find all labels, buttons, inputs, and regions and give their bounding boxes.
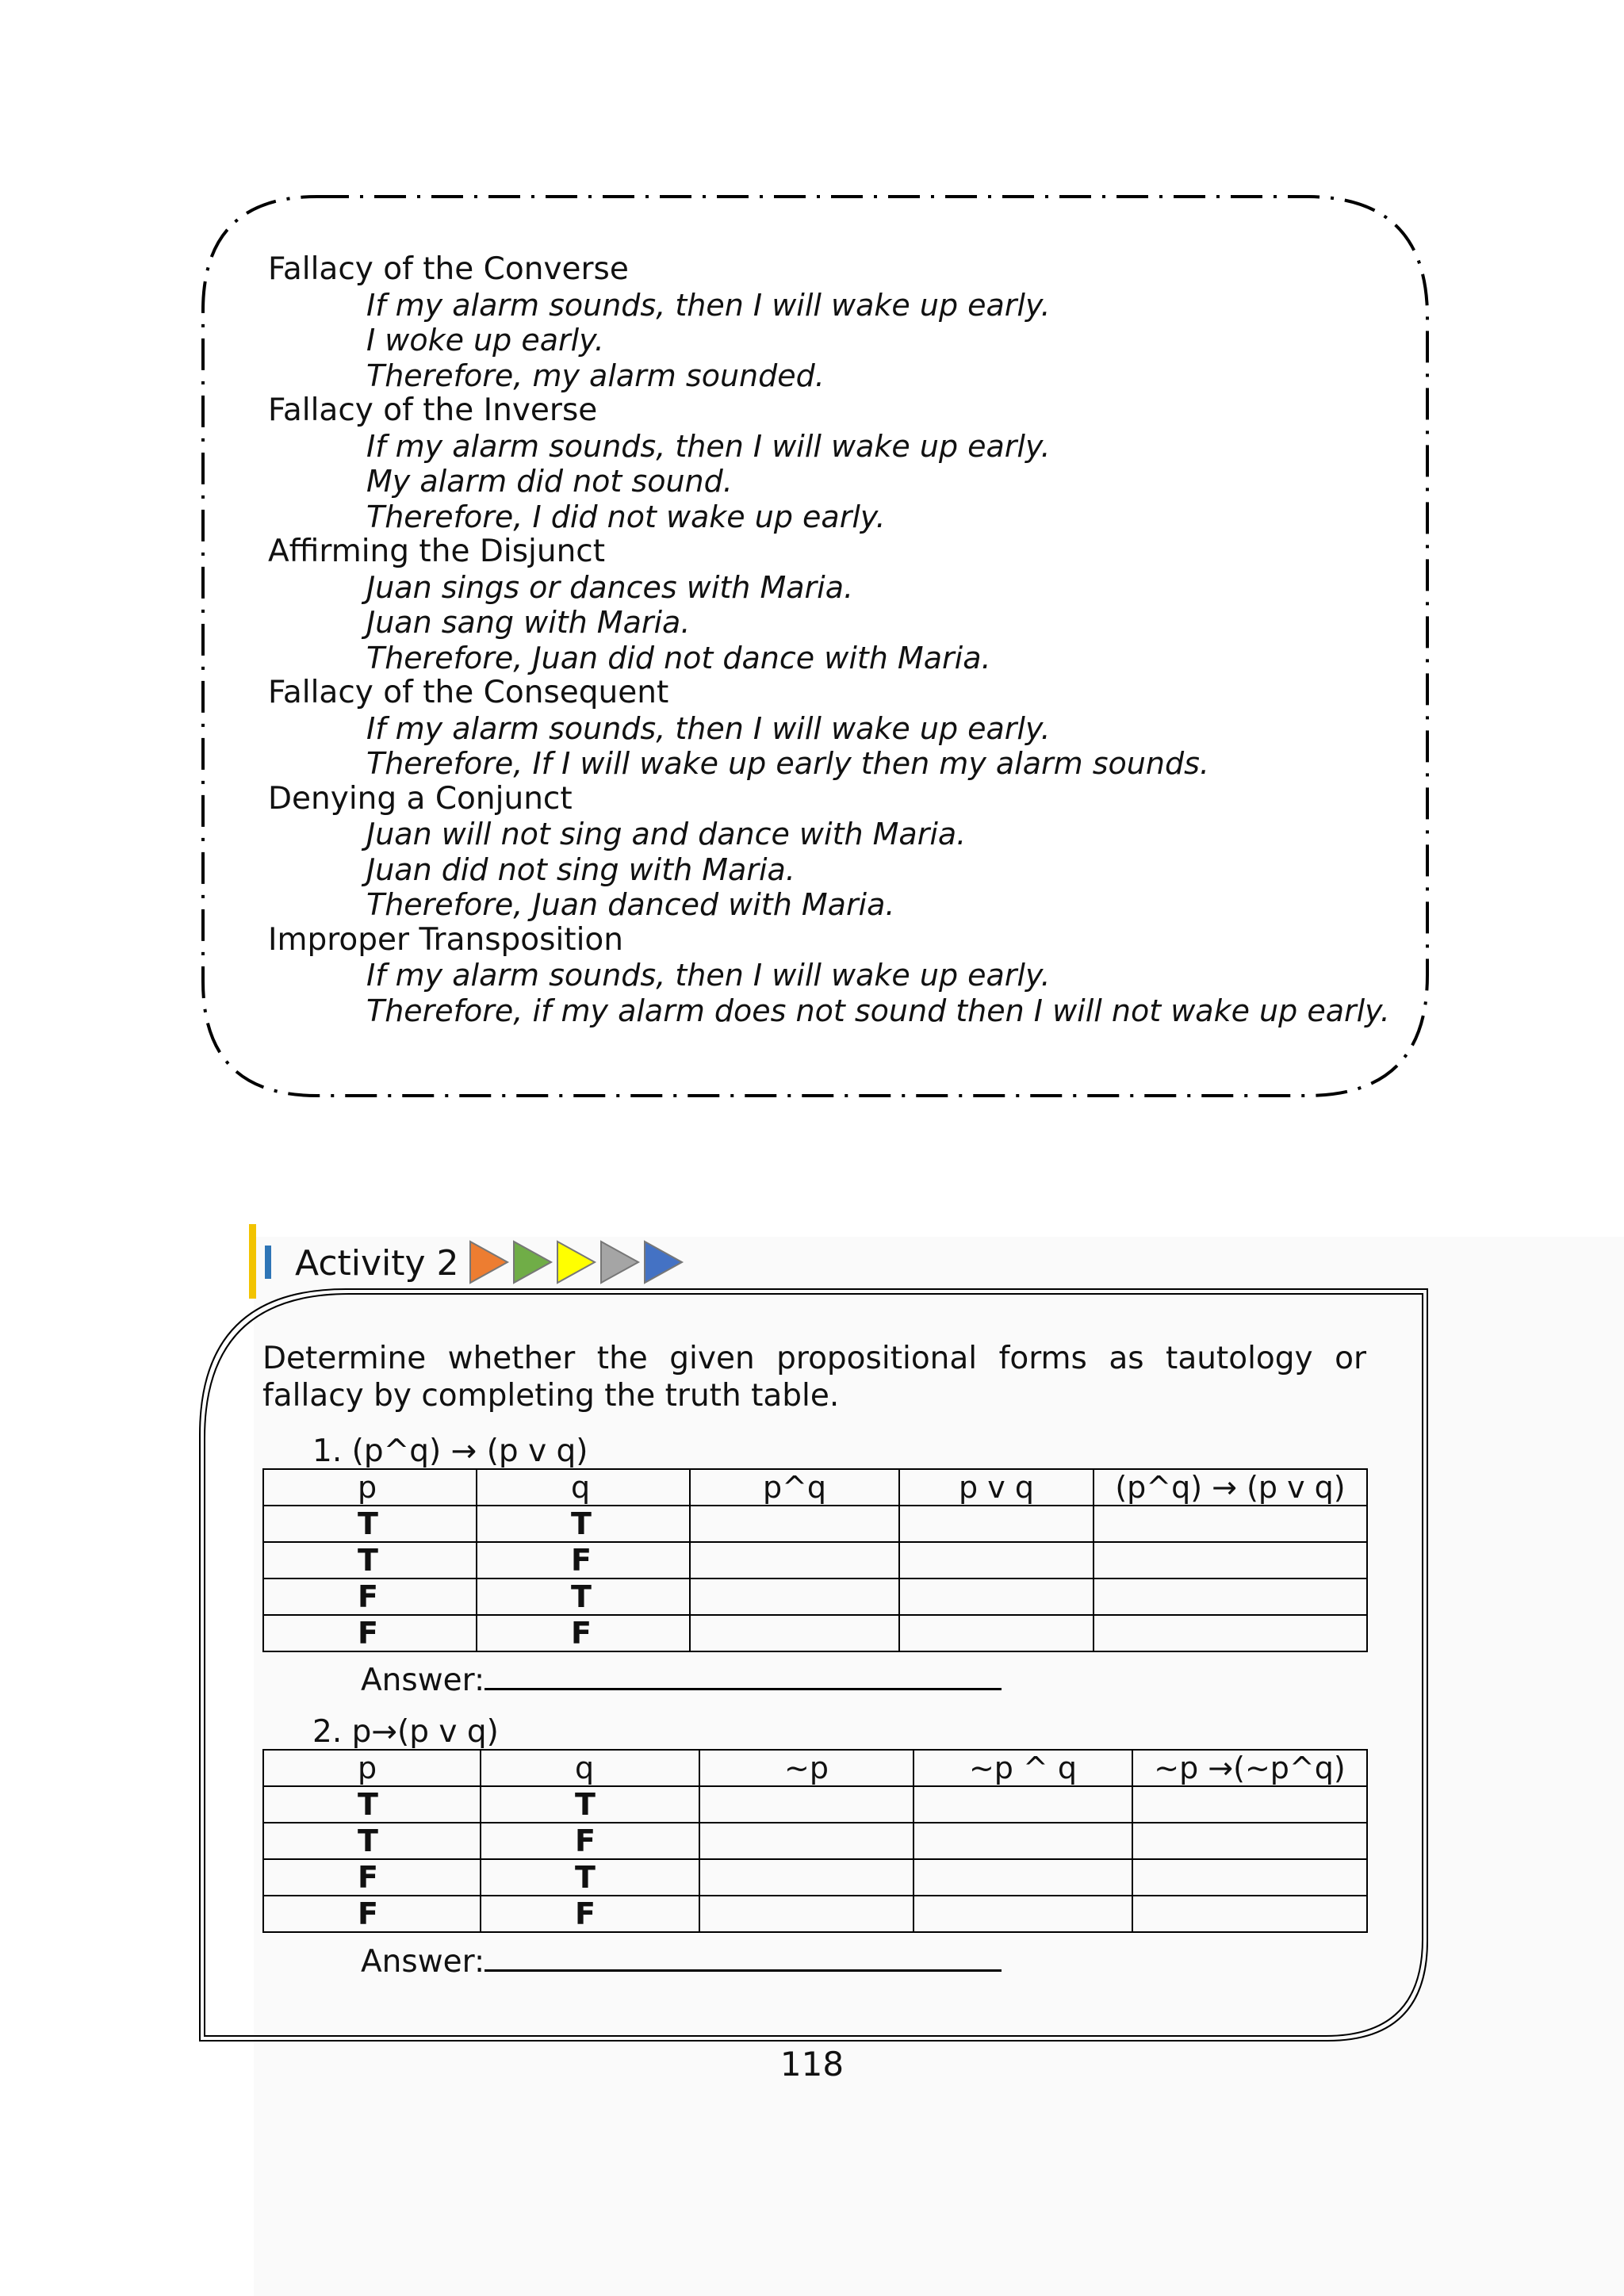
page-number: 118	[779, 2045, 845, 2084]
column-header: p	[263, 1469, 477, 1506]
answer-blank-line[interactable]	[485, 1659, 1002, 1690]
answer-blank-line[interactable]	[485, 1941, 1002, 1972]
table-row	[263, 1506, 1367, 1542]
column-header: (p^q) → (p v q)	[1094, 1469, 1367, 1506]
problem-1-label: 1. (p^q) → (p v q)	[312, 1433, 588, 1469]
table-row	[263, 1542, 1367, 1578]
fallacy-example-line: Therefore, Juan did not dance with Maria.	[366, 640, 991, 675]
table-row	[263, 1615, 1367, 1651]
column-header: q	[481, 1750, 699, 1786]
table-row	[263, 1859, 1367, 1896]
table-row	[263, 1823, 1367, 1859]
fallacy-example-line: Therefore, my alarm sounded.	[366, 358, 825, 393]
arrow-icons	[468, 1238, 690, 1286]
fallacy-example-line: Juan sang with Maria.	[366, 605, 691, 640]
fallacy-affirming-disjunct	[268, 534, 1410, 675]
fallacy-denying-conjunct	[268, 782, 1410, 923]
truth-value-cell: T	[481, 1786, 699, 1823]
play-arrow-icon	[470, 1242, 508, 1283]
truth-value-cell: T	[263, 1506, 477, 1542]
table-row	[263, 1786, 1367, 1823]
table-row	[263, 1896, 1367, 1932]
play-arrow-icon	[514, 1242, 551, 1283]
activity-title: Activity 2	[295, 1243, 459, 1284]
activity-marker-bar	[265, 1246, 271, 1279]
fallacy-title: Improper Transposition	[268, 921, 624, 958]
blank-cell[interactable]	[1094, 1578, 1367, 1615]
play-arrow-icon	[557, 1242, 595, 1283]
blank-cell[interactable]	[899, 1578, 1094, 1615]
blank-cell[interactable]	[1132, 1786, 1367, 1823]
truth-value-cell: T	[263, 1542, 477, 1578]
fallacy-converse	[268, 252, 1410, 393]
activity-instructions: Determine whether the given propositional forms as tautology or fallacy by completing the truth table.	[262, 1341, 1366, 1414]
truth-value-cell: F	[477, 1542, 690, 1578]
blank-cell[interactable]	[690, 1506, 899, 1542]
blank-cell[interactable]	[899, 1615, 1094, 1651]
fallacy-example-line: Therefore, If I will wake up early then my alarm sounds.	[366, 746, 1209, 781]
blank-cell[interactable]	[1132, 1823, 1367, 1859]
truth-value-cell: F	[477, 1615, 690, 1651]
answer-2	[361, 1941, 1002, 1980]
blank-cell[interactable]	[914, 1859, 1132, 1896]
answer-1	[361, 1659, 1002, 1699]
column-header: ~p →(~p^q)	[1132, 1750, 1367, 1786]
blank-cell[interactable]	[914, 1896, 1132, 1932]
table-header-row	[263, 1469, 1367, 1506]
fallacy-example-line: Juan will not sing and dance with Maria.	[366, 817, 967, 851]
blank-cell[interactable]	[1132, 1896, 1367, 1932]
blank-cell[interactable]	[914, 1823, 1132, 1859]
column-header: p^q	[690, 1469, 899, 1506]
fallacy-example-line: Therefore, I did not wake up early.	[366, 499, 886, 534]
fallacy-title: Affirming the Disjunct	[268, 534, 606, 569]
column-header: p v q	[899, 1469, 1094, 1506]
fallacy-title: Fallacy of the Inverse	[268, 392, 598, 428]
fallacy-example-line: My alarm did not sound.	[366, 464, 733, 499]
blank-cell[interactable]	[699, 1859, 914, 1896]
fallacy-example-line: Juan sings or dances with Maria.	[366, 569, 854, 605]
activity-accent-bar	[249, 1224, 256, 1299]
play-arrow-icon	[601, 1242, 638, 1283]
blank-cell[interactable]	[690, 1578, 899, 1615]
truth-value-cell: F	[263, 1859, 481, 1896]
truth-table-2	[262, 1749, 1368, 1933]
fallacy-list	[268, 252, 1410, 1028]
fallacy-improper-transposition	[268, 923, 1410, 1029]
table-header-row	[263, 1750, 1367, 1786]
column-header: ~p ^ q	[914, 1750, 1132, 1786]
blank-cell[interactable]	[914, 1786, 1132, 1823]
truth-table-1	[262, 1468, 1368, 1652]
truth-value-cell: T	[263, 1823, 481, 1859]
truth-value-cell: F	[481, 1896, 699, 1932]
truth-value-cell: T	[481, 1859, 699, 1896]
fallacy-title: Fallacy of the Converse	[268, 251, 629, 287]
truth-value-cell: T	[477, 1578, 690, 1615]
fallacy-example-line: If my alarm sounds, then I will wake up early.	[366, 428, 1051, 464]
blank-cell[interactable]	[1094, 1506, 1367, 1542]
column-header: ~p	[699, 1750, 914, 1786]
truth-value-cell: F	[263, 1578, 477, 1615]
column-header: q	[477, 1469, 690, 1506]
blank-cell[interactable]	[699, 1786, 914, 1823]
blank-cell[interactable]	[699, 1896, 914, 1932]
fallacy-example-line: If my alarm sounds, then I will wake up early.	[366, 958, 1051, 993]
answer-label: Answer:	[361, 1944, 485, 1980]
table-row	[263, 1578, 1367, 1615]
column-header: p	[263, 1750, 481, 1786]
blank-cell[interactable]	[899, 1542, 1094, 1578]
fallacy-inverse	[268, 393, 1410, 534]
blank-cell[interactable]	[690, 1542, 899, 1578]
fallacy-title: Denying a Conjunct	[268, 780, 573, 817]
truth-value-cell: F	[263, 1896, 481, 1932]
fallacy-title: Fallacy of the Consequent	[268, 675, 669, 710]
truth-value-cell: F	[263, 1615, 477, 1651]
blank-cell[interactable]	[1132, 1859, 1367, 1896]
blank-cell[interactable]	[690, 1615, 899, 1651]
fallacy-example-line: I woke up early.	[366, 323, 604, 358]
fallacy-example-line: Therefore, if my alarm does not sound then I will not wake up early.	[366, 993, 1390, 1028]
truth-value-cell: T	[263, 1786, 481, 1823]
fallacy-example-line: Juan did not sing with Maria.	[366, 851, 795, 887]
blank-cell[interactable]	[1094, 1542, 1367, 1578]
play-arrow-icon	[645, 1242, 682, 1283]
fallacy-example-line: If my alarm sounds, then I will wake up early.	[366, 287, 1051, 323]
fallacy-consequent	[268, 675, 1410, 782]
fallacy-example-line: If my alarm sounds, then I will wake up early.	[366, 710, 1051, 746]
problem-2-label: 2. p→(p v q)	[312, 1714, 499, 1750]
truth-value-cell: T	[477, 1506, 690, 1542]
blank-cell[interactable]	[1094, 1615, 1367, 1651]
fallacy-example-line: Therefore, Juan danced with Maria.	[366, 887, 895, 922]
blank-cell[interactable]	[699, 1823, 914, 1859]
answer-label: Answer:	[361, 1663, 485, 1698]
blank-cell[interactable]	[899, 1506, 1094, 1542]
truth-value-cell: F	[481, 1823, 699, 1859]
